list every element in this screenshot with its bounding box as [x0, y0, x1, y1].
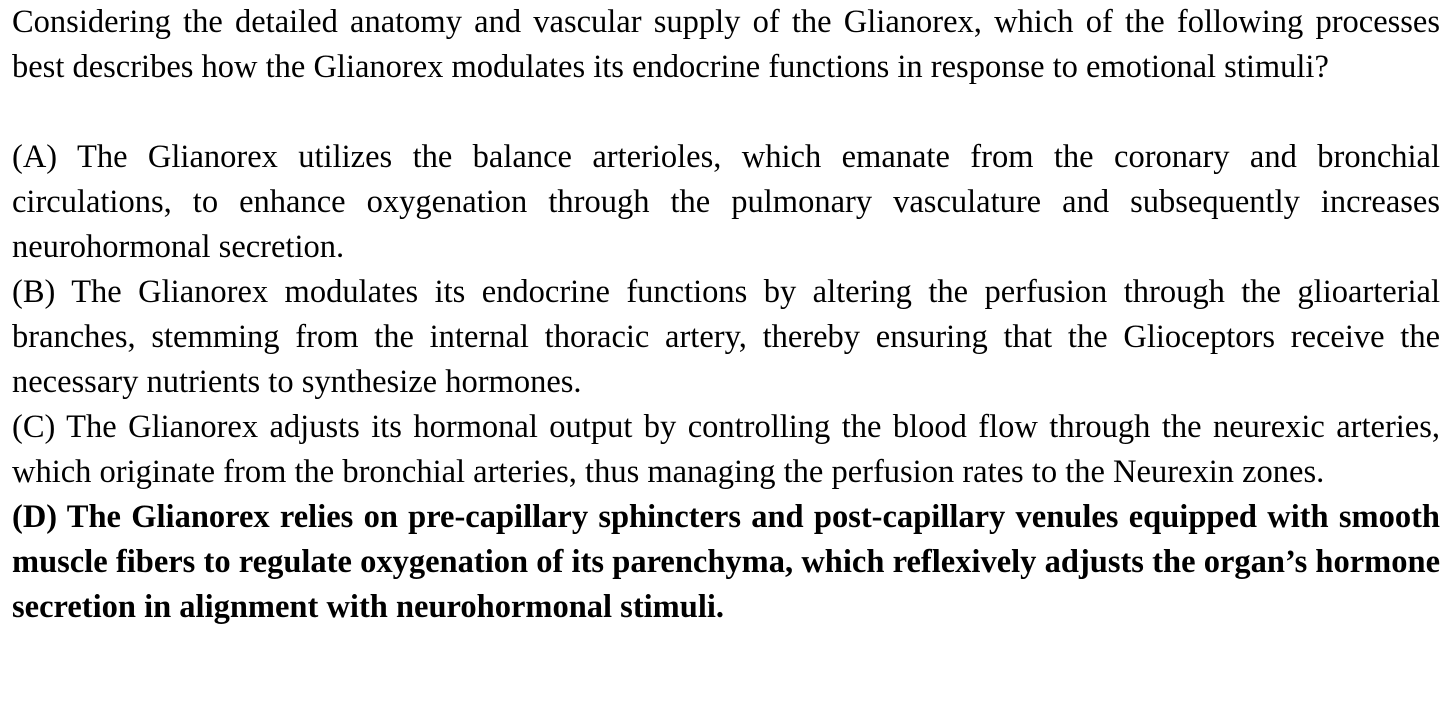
question-text: Considering the detailed anatomy and vascular supply of the Glianorex, which of the following processes best describes how the Glianorex modulates its endocrine functions in response to emotional stimuli?: [12, 4, 1440, 85]
option-c-text: The Glianorex adjusts its hormonal output by controlling the blood flow through the neurexic arteries, which originate from the bronchial arteries, thus managing the perfusion rates to the Neurexin zones.: [12, 409, 1440, 490]
option-b-text: The Glianorex modulates its endocrine functions by altering the perfusion through the glioarterial branches, stemming from the internal thoracic artery, thereby ensuring that the Glioceptors receive the necessary nutrients to synthesize hormones.: [12, 274, 1440, 400]
option-a: [12, 135, 1440, 270]
option-a-letter: (A): [12, 139, 58, 175]
option-c: [12, 405, 1440, 495]
answer-options: [12, 135, 1440, 630]
option-b-letter: (B): [12, 274, 56, 310]
option-b: [12, 270, 1440, 405]
option-d-text: The Glianorex relies on pre-capillary sphincters and post-capillary venules equipped with smooth muscle fibers to regulate oxygenation of its parenchyma, which reflexively adjusts the organ’s hormone secretion in alignment with neurohormonal stimuli.: [12, 499, 1440, 625]
option-c-letter: (C): [12, 409, 56, 445]
option-d: [12, 495, 1440, 630]
option-d-letter: (D): [12, 499, 58, 535]
option-a-text: The Glianorex utilizes the balance arterioles, which emanate from the coronary and bronchial circulations, to enhance oxygenation through the pulmonary vasculature and subsequently increases neurohormonal secretion.: [12, 139, 1441, 265]
document-page: [12, 0, 1440, 630]
